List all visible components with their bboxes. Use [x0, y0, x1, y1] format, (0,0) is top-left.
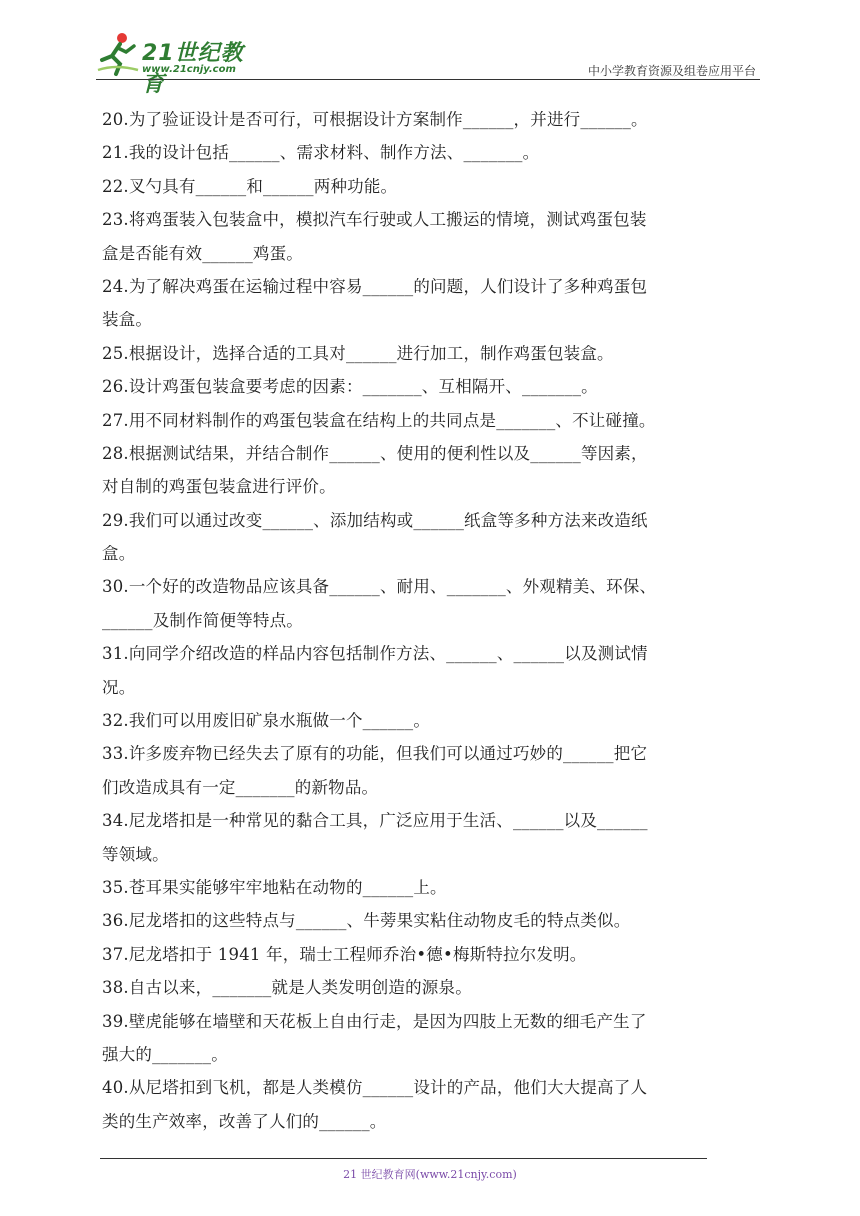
- header-divider: [96, 79, 760, 80]
- text-line: 34.尼龙塔扣是一种常见的黏合工具，广泛应用于生活、______以及______: [102, 811, 648, 831]
- text-line: 强大的_______。: [102, 1044, 228, 1064]
- text-line: 26.设计鸡蛋包装盒要考虑的因素：_______、互相隔开、_______。: [102, 377, 598, 397]
- text-line: 22.叉勺具有______和______两种功能。: [102, 176, 398, 196]
- platform-title: 中小学教育资源及组卷应用平台: [587, 64, 756, 78]
- text-line: 37.尼龙塔扣于 1941 年，瑞士工程师乔治•德•梅斯特拉尔发明。: [102, 944, 587, 964]
- logo-url: www.21cnjy.com: [142, 64, 236, 75]
- text-line: 类的生产效率，改善了人们的______。: [102, 1111, 387, 1131]
- text-line: 盒是否能有效______鸡蛋。: [102, 243, 303, 263]
- text-line: 28.根据测试结果，并结合制作______、使用的便利性以及______等因素，: [102, 443, 648, 463]
- text-line: 35.苍耳果实能够牢牢地粘在动物的______上。: [102, 877, 447, 897]
- text-line: 36.尼龙塔扣的这些特点与______、牛蒡果实粘住动物皮毛的特点类似。: [102, 911, 631, 931]
- text-line: 装盒。: [102, 310, 153, 330]
- runner-logo-icon: [96, 30, 140, 78]
- footer-text[interactable]: 21 世纪教育网(www.21cnjy.com): [343, 1168, 517, 1181]
- text-line: 们改造成具有一定_______的新物品。: [102, 777, 379, 797]
- text-line: 40.从尼塔扣到飞机，都是人类模仿______设计的产品，他们大大提高了人: [102, 1078, 648, 1098]
- question-list: [102, 103, 762, 1138]
- text-line: 30.一个好的改造物品应该具备______、耐用、_______、外观精美、环保、: [102, 577, 657, 597]
- text-line: 32.我们可以用废旧矿泉水瓶做一个______。: [102, 711, 431, 731]
- logo-name: 21世纪教育: [142, 41, 244, 97]
- text-line: ______及制作简便等特点。: [102, 610, 303, 630]
- text-line: 21.我的设计包括______、需求材料、制作方法、_______。: [102, 143, 540, 163]
- text-line: 对自制的鸡蛋包装盒进行评价。: [102, 477, 336, 497]
- text-line: 等领域。: [102, 844, 169, 864]
- text-line: 况。: [102, 677, 136, 697]
- text-line: 24.为了解决鸡蛋在运输过程中容易______的问题，人们设计了多种鸡蛋包: [102, 276, 648, 296]
- text-line: 23.将鸡蛋装入包装盒中，模拟汽车行驶或人工搬运的情境，测试鸡蛋包装: [102, 210, 647, 230]
- text-line: 31.向同学介绍改造的样品内容包括制作方法、______、______以及测试情: [102, 644, 648, 664]
- text-line: 29.我们可以通过改变______、添加结构或______纸盒等多种方法来改造纸: [102, 510, 648, 530]
- text-line: 25.根据设计，选择合适的工具对______进行加工，制作鸡蛋包装盒。: [102, 343, 614, 363]
- text-line: 39.壁虎能够在墙壁和天花板上自由行走，是因为四肢上无数的细毛产生了: [102, 1011, 647, 1031]
- text-line: 38.自古以来，_______就是人类发明创造的源泉。: [102, 978, 472, 998]
- text-line: 20.为了验证设计是否可行，可根据设计方案制作______，并进行______。: [102, 110, 648, 129]
- page-header: [96, 30, 760, 97]
- footer-divider: [100, 1158, 707, 1159]
- text-line: 33.许多废弃物已经失去了原有的功能，但我们可以通过巧妙的______把它: [102, 744, 648, 764]
- logo: [96, 30, 266, 97]
- text-line: 27.用不同材料制作的鸡蛋包装盒在结构上的共同点是_______、不让碰撞。: [102, 410, 656, 430]
- text-line: 盒。: [102, 544, 136, 564]
